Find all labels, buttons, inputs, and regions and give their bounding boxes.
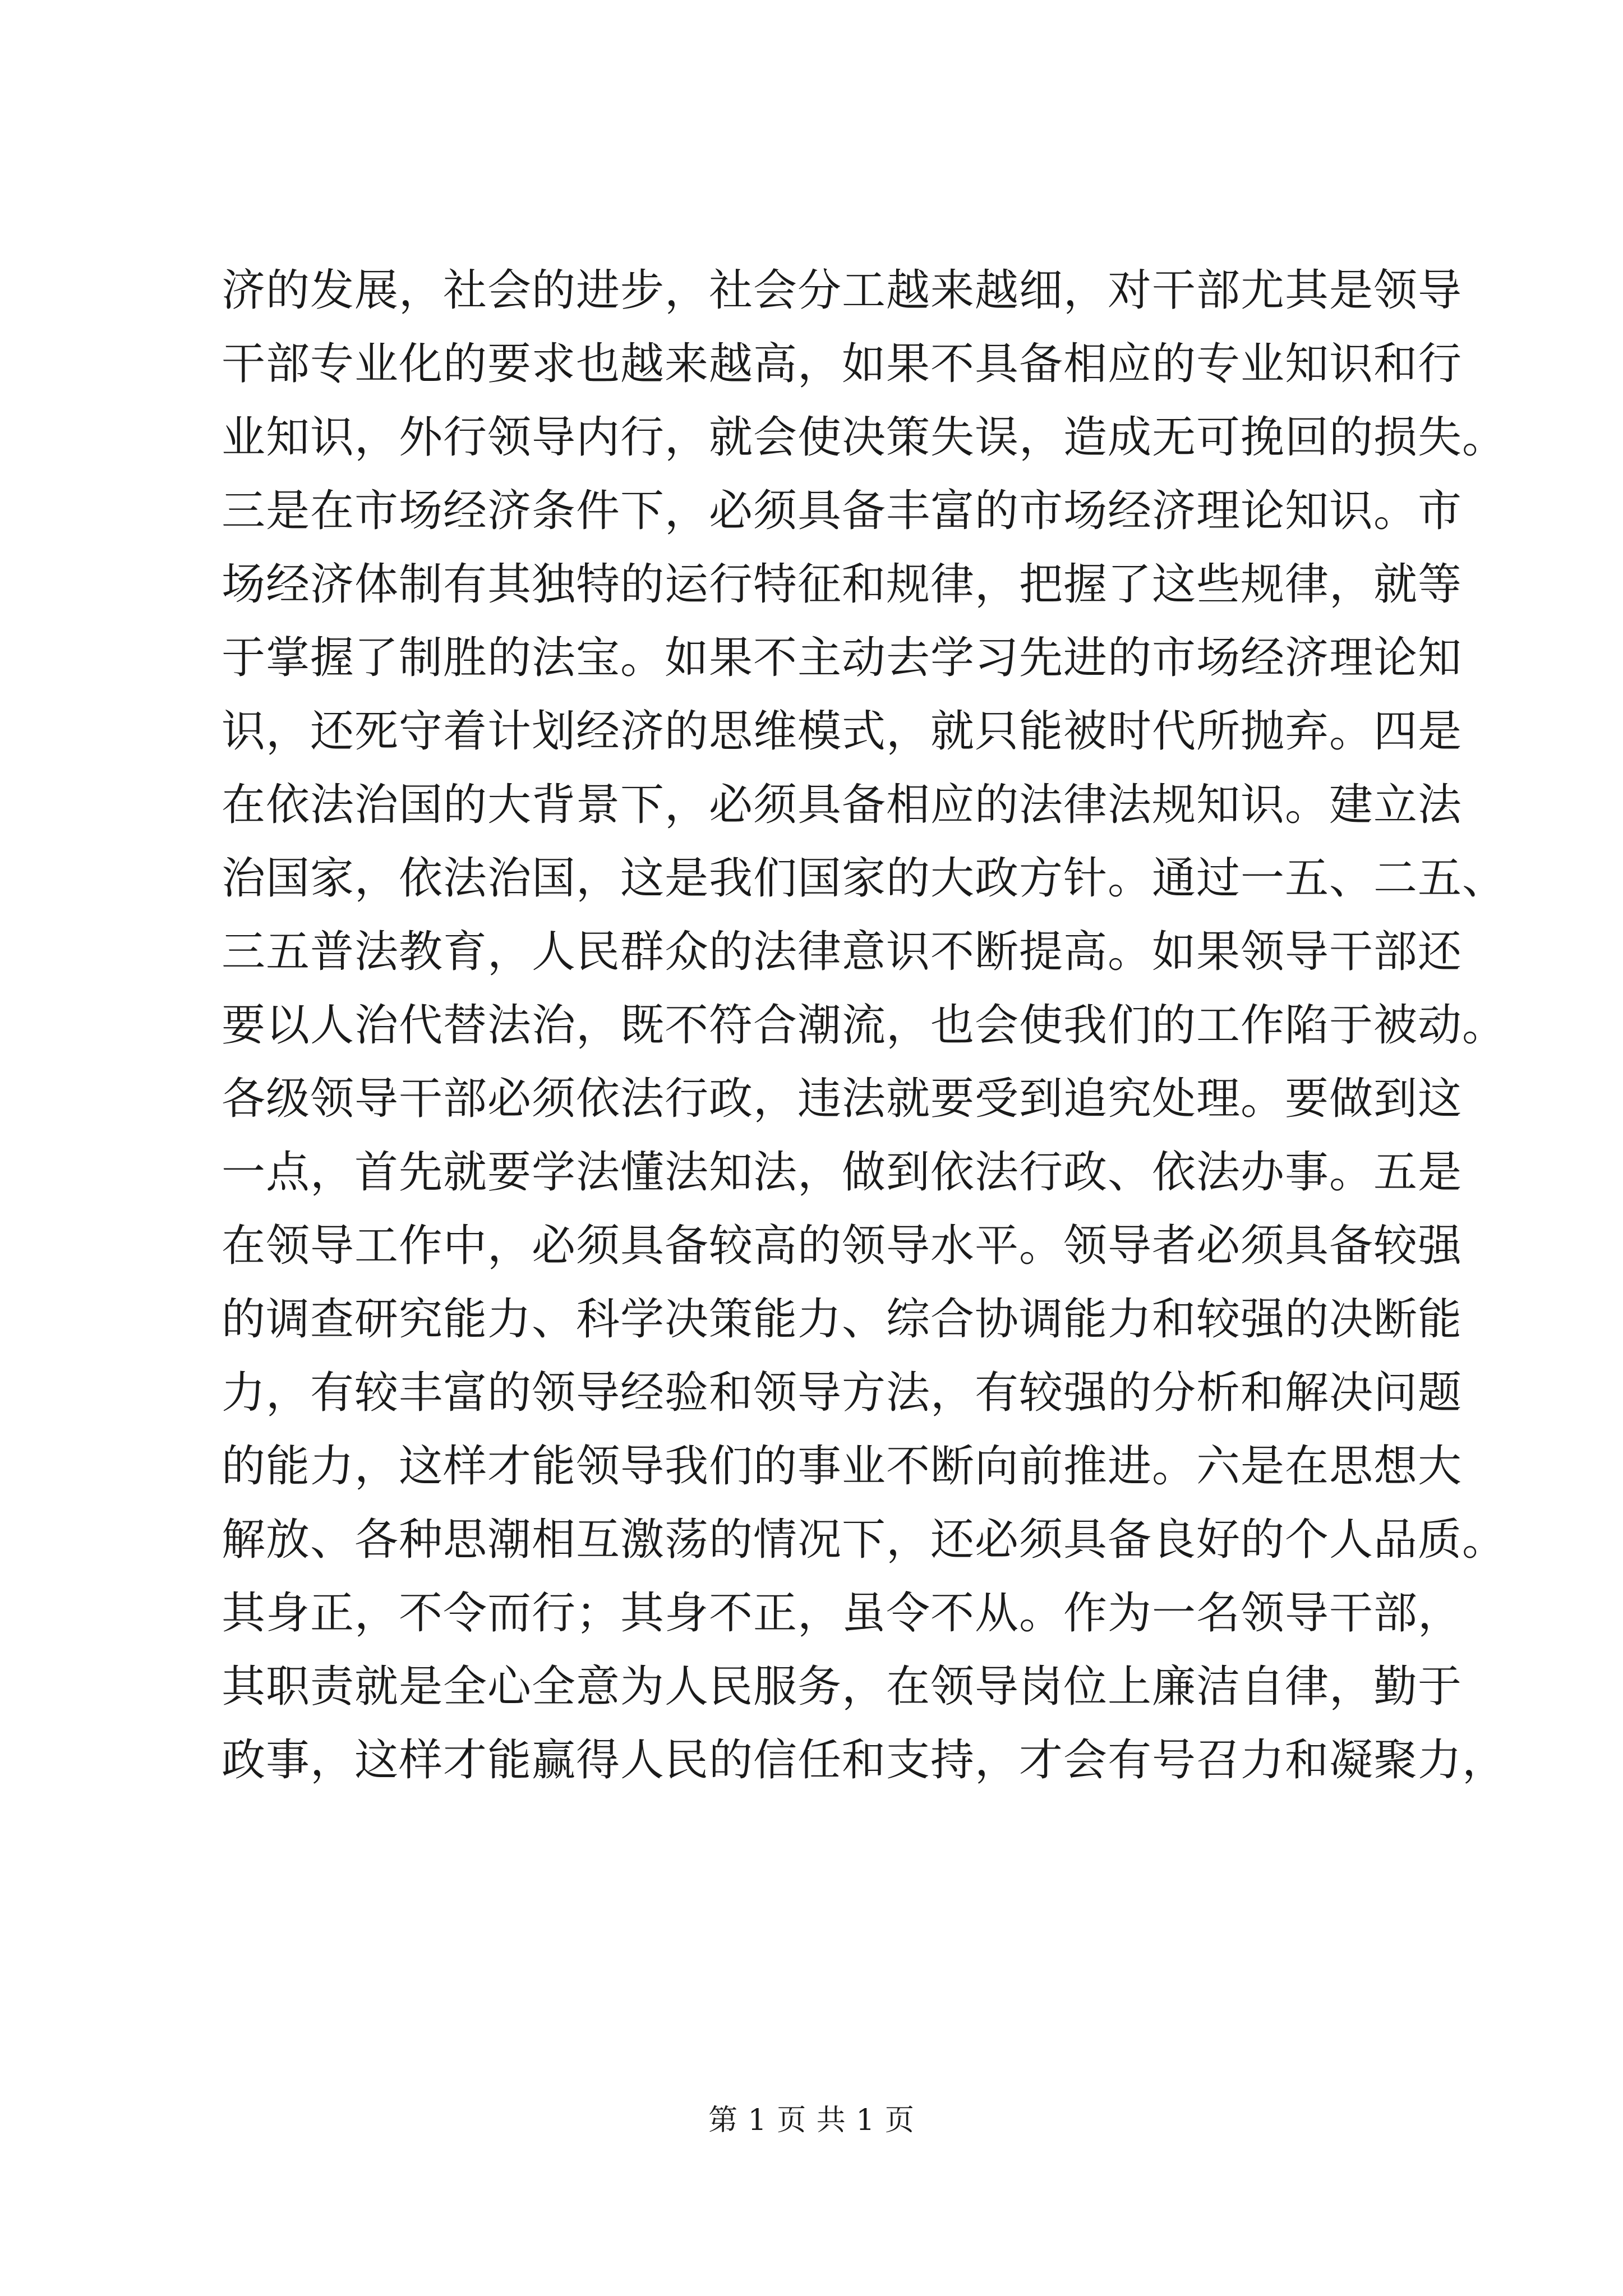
text-line: 各级领导干部必须依法行政，违法就要受到追究处理。要做到这 bbox=[222, 1074, 1463, 1124]
text-line: 在领导工作中，必须具备较高的领导水平。领导者必须具备较强 bbox=[222, 1221, 1463, 1271]
text-line: 于掌握了制胜的法宝。如果不主动去学习先进的市场经济理论知 bbox=[222, 633, 1463, 683]
text-line: 济的发展，社会的进步，社会分工越来越细，对干部尤其是领导 bbox=[222, 265, 1463, 316]
text-line: 的调查研究能力、科学决策能力、综合协调能力和较强的决断能 bbox=[222, 1294, 1463, 1345]
text-line: 的能力，这样才能领导我们的事业不断向前推进。六是在思想大 bbox=[222, 1441, 1463, 1492]
text-line: 识，还死守着计划经济的思维模式，就只能被时代所抛弃。四是 bbox=[222, 706, 1463, 757]
text-line: 场经济体制有其独特的运行特征和规律，把握了这些规律，就等 bbox=[222, 559, 1463, 610]
text-line: 其职责就是全心全意为人民服务，在领导岗位上廉洁自律，勤于 bbox=[222, 1662, 1463, 1712]
text-line: 其身正，不令而行；其身不正，虽令不从。作为一名领导干部， bbox=[222, 1588, 1463, 1639]
text-line: 政事，这样才能赢得人民的信任和支持，才会有号召力和凝聚力， bbox=[222, 1735, 1507, 1786]
body-text bbox=[222, 254, 1507, 1797]
text-line: 一点，首先就要学法懂法知法，做到依法行政、依法办事。五是 bbox=[222, 1147, 1463, 1198]
text-line: 三是在市场经济条件下，必须具备丰富的市场经济理论知识。市 bbox=[222, 486, 1463, 536]
text-line: 业知识，外行领导内行，就会使决策失误，造成无可挽回的损失。 bbox=[222, 412, 1507, 463]
text-line: 在依法治国的大背景下，必须具备相应的法律法规知识。建立法 bbox=[222, 780, 1463, 830]
page-number-footer: 第 1 页 共 1 页 bbox=[708, 2104, 915, 2137]
text-line: 解放、各种思潮相互激荡的情况下，还必须具备良好的个人品质。 bbox=[222, 1515, 1507, 1565]
text-line: 三五普法教育，人民群众的法律意识不断提高。如果领导干部还 bbox=[222, 927, 1463, 977]
text-line: 干部专业化的要求也越来越高，如果不具备相应的专业知识和行 bbox=[222, 339, 1463, 389]
text-line: 力，有较丰富的领导经验和领导方法，有较强的分析和解决问题 bbox=[222, 1368, 1463, 1418]
text-line: 治国家，依法治国，这是我们国家的大政方针。通过一五、二五、 bbox=[222, 853, 1507, 904]
text-line: 要以人治代替法治，既不符合潮流，也会使我们的工作陷于被动。 bbox=[222, 1000, 1507, 1051]
